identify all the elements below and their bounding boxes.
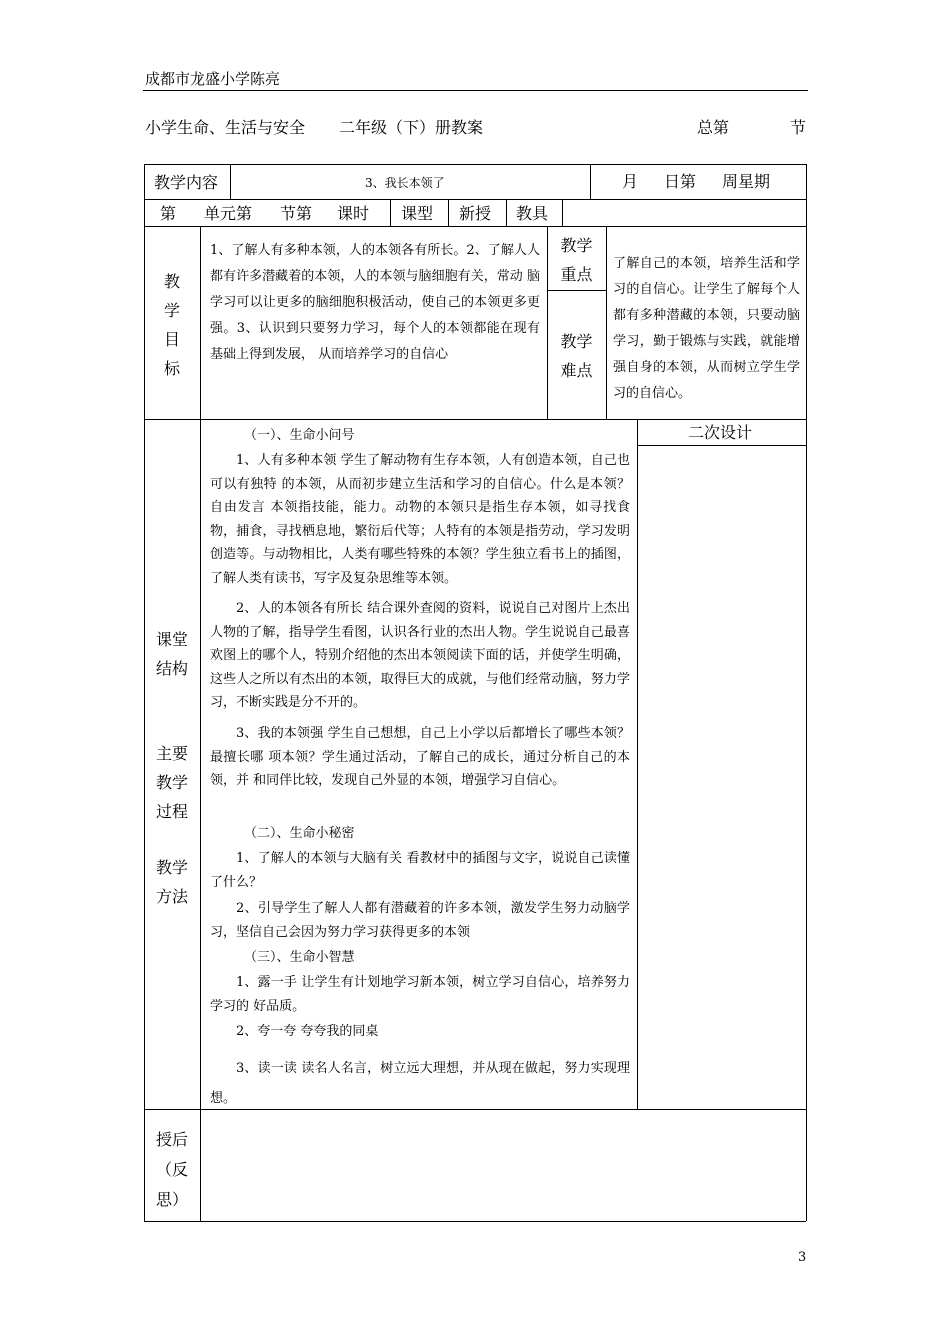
unit-label: 单元第 — [204, 204, 253, 223]
process-paragraph-6: 1、露一手 让学生有计划地学习新本领，树立学习自信心，培养努力学习的 好品质。 — [210, 975, 630, 1014]
di-label: 第 — [160, 204, 177, 223]
reflection-label: 授后 （反 思） — [155, 1130, 188, 1209]
key-point-label: 教学 重点 — [560, 236, 593, 284]
period-label: 课时 — [337, 204, 370, 223]
method-label: 教学 方法 — [155, 858, 188, 906]
second-design-label: 二次设计 — [688, 423, 753, 442]
section-no-label: 节第 — [280, 204, 313, 223]
content-label: 教学内容 — [154, 173, 219, 192]
goals-label: 教 学 目 标 — [163, 272, 180, 378]
school-author: 成都市龙盛小学陈亮 — [145, 70, 281, 88]
header-rule — [143, 90, 808, 91]
process-paragraph-3: 3、我的本领强 学生自己想想，自己上小学以后都增长了哪些本领？最擅长哪 项本领？学生通过活动，了解自己的成长，通过分析自己的本领，并 和同伴比较，发现自己外显的本领，增强学习自信心。 — [210, 726, 630, 788]
page-number: 3 — [798, 1250, 807, 1265]
type-value: 新授 — [459, 204, 492, 223]
total-label: 总第 — [697, 118, 730, 137]
week-label: 周星期 — [722, 172, 771, 191]
month-label: 月 — [622, 172, 639, 191]
grade-plan-title: 二年级（下）册教案 — [339, 118, 484, 137]
process-paragraph-2: 2、人的本领各有所长 结合课外查阅的资料，说说自己对图片上杰出人物的了解，指导学生看图，认识各行业的杰出人物。学生说说自己最喜欢图上的哪个人，特别介绍他的杰出本领阅读下面的话，并使学生明确，这些人之所以有杰出的本领，取得巨大的成就，与他们经常动脑，努力学习，不断实践是分不开的。 — [210, 601, 630, 710]
section-heading-3: （三）、生命小智慧 — [244, 950, 355, 965]
goals-text: 1、了解人有多种本领，人的本领各有所长。2、了解人人都有许多潜藏着的本领，人的本领与脑细胞有关，常动 脑学习可以让更多的脑细胞积极活动，使自己的本领更多更强。3、认识到只要努力学习，每个人的本领都能在现有基础上得到发展， 从而培养学习的自信心 — [210, 243, 540, 362]
process-paragraph-7: 2、夸一夸 夸夸我的同桌 — [236, 1024, 379, 1039]
type-label: 课型 — [401, 204, 434, 223]
subject-title: 小学生命、生活与安全 — [145, 118, 306, 137]
aids-label: 教具 — [516, 204, 549, 223]
main-process-label: 主要 教学 过程 — [155, 744, 188, 821]
process-paragraph-8: 3、读一读 读名人名言，树立远大理想，并从现在做起，努力实现理想。 — [210, 1061, 630, 1106]
day-label: 日第 — [664, 172, 697, 191]
process-paragraph-1: 1、人有多种本领 学生了解动物有生存本领，人有创造本领，自己也可以有独特 的本领，从而初步建立生活和学习的自信心。什么是本领？自由发言 本领指技能，能力。动物的本领只是指生存本领，如寻找食物，捕食，寻找栖息地，繁衍后代等；人特有的本领是指劳动，学习发明创造等。与动物相比，人类有哪些特殊的本领？学生独立看书上的插图，了解人类有读书，写字及复杂思维等本领。 — [210, 453, 630, 586]
process-paragraph-4: 1、了解人的本领与大脑有关 看教材中的插图与文字，说说自己读懂了什么？ — [210, 851, 630, 890]
section-label: 节 — [790, 118, 807, 137]
structure-label: 课堂 结构 — [155, 630, 188, 678]
difficulty-label: 教学 难点 — [560, 332, 593, 380]
lesson-title: 3、我长本领了 — [365, 176, 445, 190]
key-difficulty-text: 了解自己的本领，培养生活和学习的自信心。让学生了解每个人都有多种潜藏的本领，只要动脑学习，勤于锻炼与实践，就能增强自身的本领，从而树立学生学习的自信心。 — [613, 256, 800, 401]
section-heading-1: （一）、生命小问号 — [244, 428, 355, 443]
process-paragraph-5: 2、引导学生了解人人都有潜藏着的许多本领，激发学生努力动脑学 习，坚信自己会因为努力学习获得更多的本领 — [210, 901, 630, 940]
section-heading-2: （二）、生命小秘密 — [244, 826, 355, 841]
